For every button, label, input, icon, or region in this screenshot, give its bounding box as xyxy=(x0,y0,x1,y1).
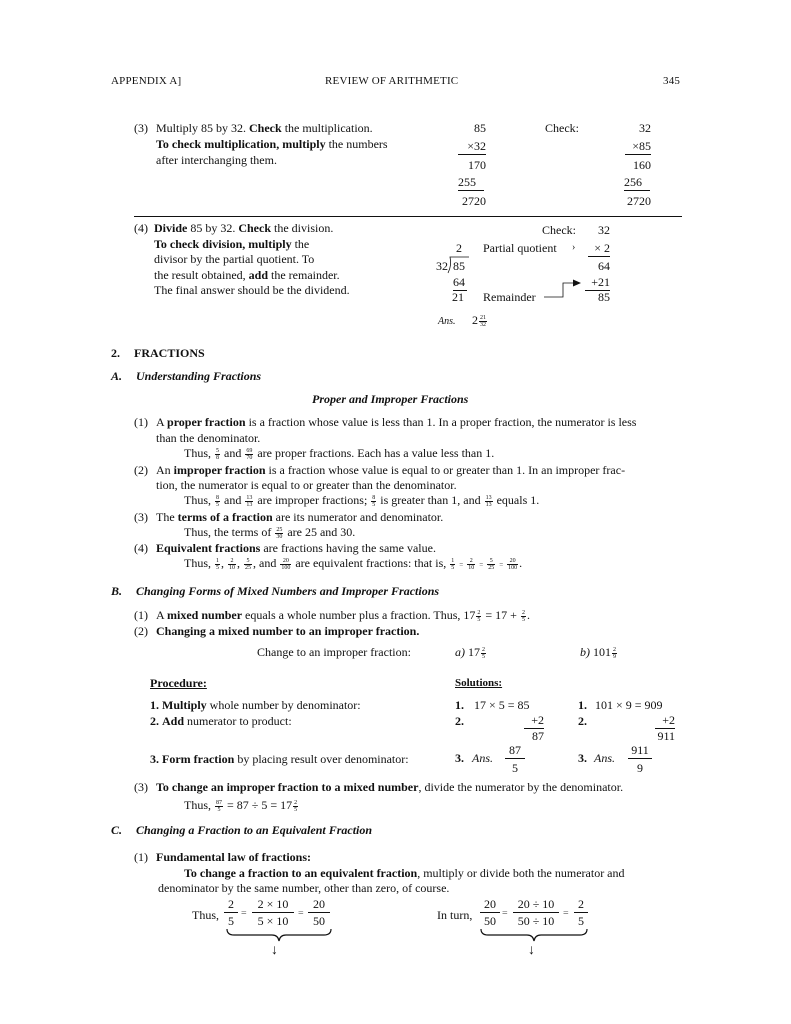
a1-number: (1) xyxy=(134,415,148,429)
sol-a-num: 87 xyxy=(505,743,525,759)
eq1-eq2: = xyxy=(298,908,304,919)
eq1-n1: 2 xyxy=(224,897,238,913)
a3-example: Thus, the terms of $\frac{25}{30}$ are 25 and 30. xyxy=(184,525,356,540)
ex3-check-partial2: 256 xyxy=(624,175,650,191)
subsection-c-title: Changing a Fraction to an Equivalent Fraction xyxy=(136,823,373,837)
eq2-in-turn: In turn, xyxy=(437,908,473,922)
procedure-step3: 3. Form fraction by placing result over denominator: xyxy=(150,752,409,766)
ex4-line1: Divide 85 by 32. Check the division. xyxy=(154,221,334,235)
ex4-answer: 2 $\frac{21}{32}$ xyxy=(472,313,486,328)
ex4-divisor: 32 xyxy=(436,259,448,273)
a1-example: Thus, $\frac{5}{8}$ and $\frac{69}{70}$ are proper fractions. Each has a value less than 1. xyxy=(184,446,495,461)
eq1-thus: Thus, xyxy=(192,908,219,922)
subsection-a-title: Understanding Fractions xyxy=(136,369,262,383)
running-header-title: REVIEW OF ARITHMETIC xyxy=(325,75,459,87)
sol-b-ans-label: Ans. xyxy=(594,751,615,765)
eq2-d1: 50 xyxy=(484,914,496,928)
ex4-remainder: 21 xyxy=(452,290,464,304)
problem-b: b) 101 $\frac{2}{9}$ xyxy=(580,645,616,660)
a1-line2: than the denominator. xyxy=(156,431,261,445)
ex4-line2: To check division, multiply the xyxy=(154,237,310,251)
sol-a-sum: 87 xyxy=(532,729,544,743)
ex4-subtracted: 64 xyxy=(453,275,465,289)
subhead-proper-improper: Proper and Improper Fractions xyxy=(312,392,469,406)
ex3-check-result: 2720 xyxy=(627,194,651,208)
sol-a-ans-label: Ans. xyxy=(472,751,493,765)
arrow-right-icon: › xyxy=(572,242,576,253)
ex3-check-mult: ×85 xyxy=(625,139,651,155)
ex4-number: (4) xyxy=(134,221,148,235)
ex4-ans-label: Ans. xyxy=(438,316,456,327)
sol-b-step1-num: 1. xyxy=(578,698,587,712)
ex3-check-top: 32 xyxy=(639,121,651,135)
ex4-dividend: 85 xyxy=(453,259,465,273)
eq1-d2: 5 × 10 xyxy=(257,914,289,928)
a2-number: (2) xyxy=(134,463,148,477)
sol-a-step1-num: 1. xyxy=(455,698,464,712)
ex4-quotient: 2 xyxy=(456,241,462,255)
c1-line2: denominator by the same number, other than zero, of course. xyxy=(158,881,450,895)
ex4-check-product: 64 xyxy=(598,259,610,273)
eq2-eq1: = xyxy=(502,908,508,919)
section-number: 2. xyxy=(111,346,120,360)
sol-a-step2-num: 2. xyxy=(455,714,464,728)
eq1-n2: 2 × 10 xyxy=(252,897,294,913)
ex3-mult: ×32 xyxy=(458,139,486,155)
eq1-d3: 50 xyxy=(313,914,325,928)
eq1-d1: 5 xyxy=(228,914,234,928)
c1-number: (1) xyxy=(134,850,148,864)
procedure-heading: Procedure: xyxy=(150,676,207,690)
sol-a-step1: 17 × 5 = 85 xyxy=(474,698,530,712)
down-arrow-icon: ↓ xyxy=(528,943,535,958)
eq2-brace-icon xyxy=(480,928,588,942)
a4-number: (4) xyxy=(134,541,148,555)
ex3-result: 2720 xyxy=(462,194,486,208)
a2-line2: tion, the numerator is equal to or greater than the denominator. xyxy=(156,478,457,492)
sol-b-num: 911 xyxy=(628,743,652,759)
ex4-line5: The final answer should be the dividend. xyxy=(154,283,350,297)
sol-b-step2-num: 2. xyxy=(578,714,587,728)
ex3-line3: after interchanging them. xyxy=(156,153,277,167)
down-arrow-icon: ↓ xyxy=(271,943,278,958)
sol-b-sum: 911 xyxy=(657,729,675,743)
eq1-eq1: = xyxy=(241,908,247,919)
remainder-arrow-icon xyxy=(543,278,583,300)
eq2-d2: 50 ÷ 10 xyxy=(517,914,555,928)
sol-b-den: 9 xyxy=(637,761,643,775)
sol-b-add: +2 xyxy=(655,713,675,729)
c1-heading: Fundamental law of fractions: xyxy=(156,850,311,864)
b1-line1: A mixed number equals a whole number plus a fraction. Thus, 17 $\frac{2}{5}$ = 17 + $\frac{2}{5}$ . xyxy=(156,608,530,623)
ex3-partial1: 170 xyxy=(468,158,486,172)
ex3-check-label: Check: xyxy=(545,121,579,135)
problem-a: a) 17 $\frac{2}{5}$ xyxy=(455,645,485,660)
subsection-c-letter: C. xyxy=(111,823,123,837)
a4-example: Thus, $\frac{1}{5}$ , $\frac{2}{10}$ , $\frac{5}{25}$ , and $\frac{20}{100}$ are equivalent fractions: that is, $\frac{1}{5}$ = $\frac{2}{10}$ = $\frac{5}{25}$ = $\frac{20}{100}$ . xyxy=(184,556,523,571)
b1-number: (1) xyxy=(134,608,148,622)
ex3-top: 85 xyxy=(474,121,486,135)
eq2-n2: 20 ÷ 10 xyxy=(513,897,559,913)
ex4-remainder-label: Remainder xyxy=(483,290,536,304)
ex4-line4: the result obtained, add the remainder. xyxy=(154,268,340,282)
ex4-check-result: 85 xyxy=(598,290,610,304)
ex3-number: (3) xyxy=(134,121,148,135)
ex4-check-add: +21 xyxy=(585,275,610,291)
running-header-left: APPENDIX A] xyxy=(111,75,182,87)
a2-line1: An improper fraction is a fraction whose value is equal to or greater than 1. In an improper frac- xyxy=(156,463,626,477)
ex4-check-label: Check: xyxy=(542,223,576,237)
eq1-brace-icon xyxy=(226,928,332,942)
sol-a-den: 5 xyxy=(512,761,518,775)
change-label: Change to an improper fraction: xyxy=(257,645,411,659)
a2-example: Thus, $\frac{8}{5}$ and $\frac{13}{13}$ are improper fractions; $\frac{8}{5}$ is greater than 1, and $\frac{13}{13}$ equals 1. xyxy=(184,493,540,508)
section-title: FRACTIONS xyxy=(134,346,205,360)
procedure-step1: 1. Multiply whole number by denominator: xyxy=(150,698,361,712)
a3-number: (3) xyxy=(134,510,148,524)
page-number: 345 xyxy=(663,75,681,87)
division-bracket-icon xyxy=(445,255,469,275)
c1-line1: To change a fraction to an equivalent fraction, multiply or divide both the numerator and xyxy=(184,866,625,880)
sol-a-step3-num: 3. xyxy=(455,751,464,765)
eq2-eq2: = xyxy=(563,908,569,919)
ex4-line3: divisor by the partial quotient. To xyxy=(154,252,315,266)
ex4-check-mult: × 2 xyxy=(588,241,610,257)
sol-b-step1: 101 × 9 = 909 xyxy=(595,698,663,712)
sol-a-add: +2 xyxy=(524,713,544,729)
procedure-step2: 2. Add numerator to product: xyxy=(150,714,292,728)
ex4-partial-quotient-label: Partial quotient xyxy=(483,241,557,255)
subsection-a-letter: A. xyxy=(111,369,123,383)
eq2-d3: 5 xyxy=(578,914,584,928)
sol-b-step3-num: 3. xyxy=(578,751,587,765)
solutions-heading: Solutions: xyxy=(455,677,503,689)
b3-line1: To change an improper fraction to a mixed number, divide the numerator by the denominator. xyxy=(156,780,624,794)
ex3-partial2: 255 xyxy=(458,175,484,191)
ex3-line2: To check multiplication, multiply the numbers xyxy=(156,137,388,151)
a1-line1: A proper fraction is a fraction whose value is less than 1. In a proper fraction, the numerator is less xyxy=(156,415,637,429)
a4-line1: Equivalent fractions are fractions having the same value. xyxy=(156,541,436,555)
ex3-check-partial1: 160 xyxy=(633,158,651,172)
b2-line1: Changing a mixed number to an improper fraction. xyxy=(156,624,420,638)
subsection-b-letter: B. xyxy=(111,584,123,598)
divider-rule xyxy=(134,216,682,217)
eq1-n3: 20 xyxy=(308,897,330,913)
ex4-check-top: 32 xyxy=(598,223,610,237)
b2-number: (2) xyxy=(134,624,148,638)
a3-line1: The terms of a fraction are its numerator and denominator. xyxy=(156,510,444,524)
eq2-n1: 20 xyxy=(480,897,500,913)
subsection-b-title: Changing Forms of Mixed Numbers and Improper Fractions xyxy=(136,584,440,598)
b3-number: (3) xyxy=(134,780,148,794)
eq2-n3: 2 xyxy=(574,897,588,913)
b3-example: Thus, $\frac{87}{5}$ = 87 ÷ 5 = 17 $\frac{2}{5}$ xyxy=(184,798,298,813)
ex3-line1: Multiply 85 by 32. Check the multiplication. xyxy=(156,121,373,135)
